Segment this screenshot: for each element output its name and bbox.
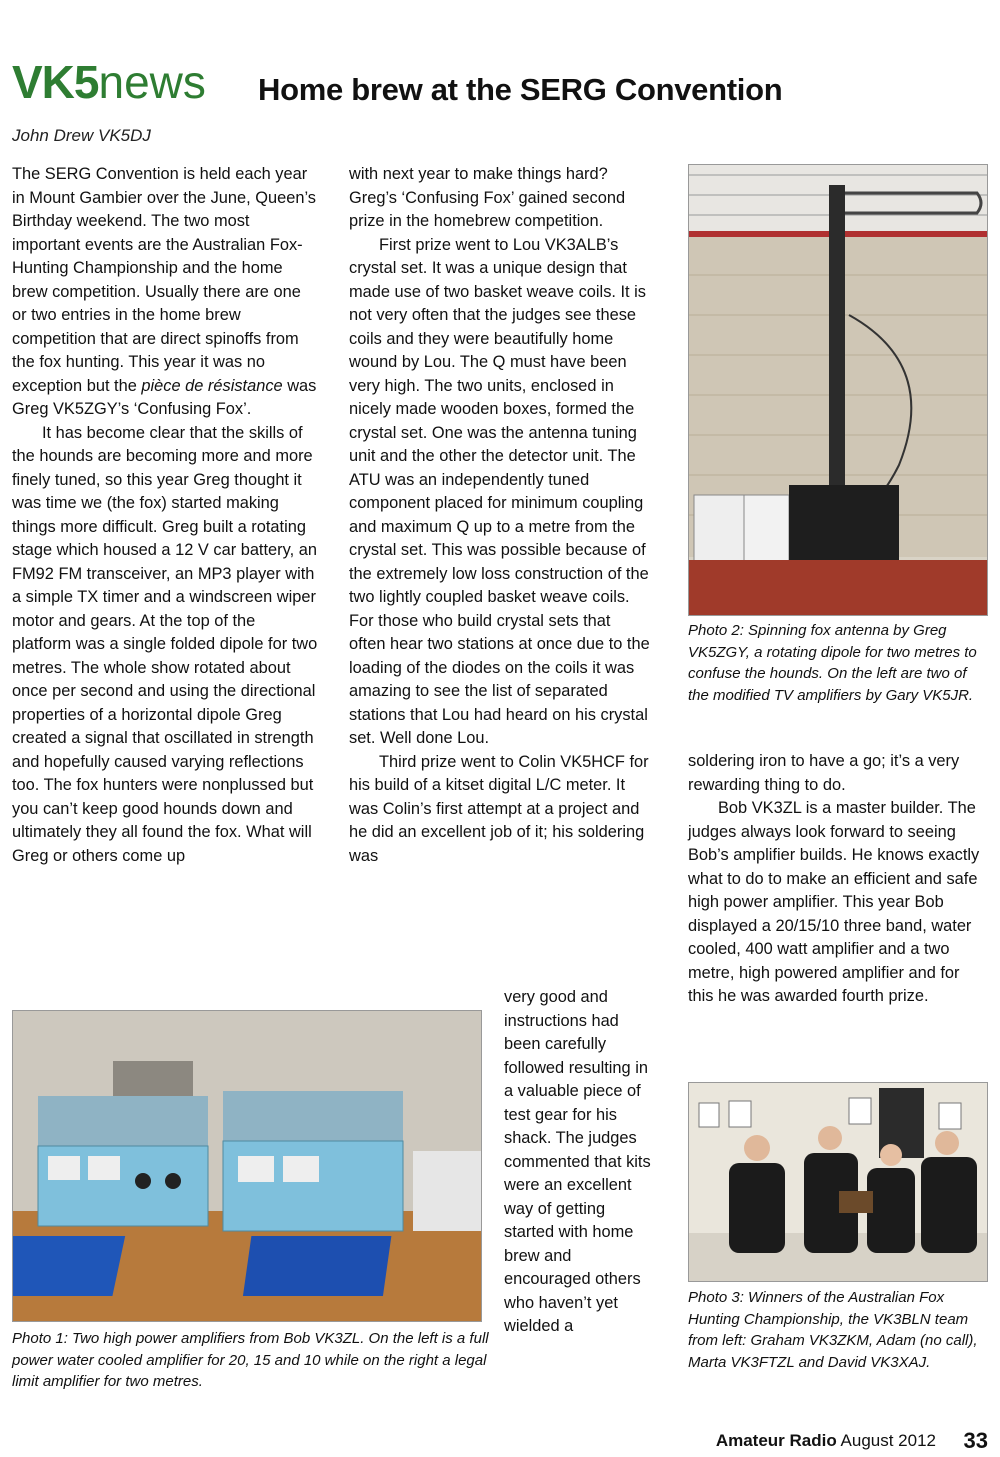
paragraph: soldering iron to have a go; it’s a very rewarding thing to do. (688, 752, 960, 794)
paragraph (12, 163, 318, 422)
article-author: John Drew VK5DJ (12, 126, 151, 145)
article-title: Home brew at the SERG Convention (258, 72, 783, 107)
photo-1 (12, 1010, 482, 1322)
text-span: The SERG Convention is held each year in Mount Gambier over the June, Queen’s Birthday weekend. The two most important events are the Australian Fox-Hunting Championship and the home brew competition. Usually there are one or two entries in the home brew competition that are direct spinoffs from the fox hunting. This year it was no exception but the (12, 165, 317, 395)
column-2-continued (504, 986, 654, 1339)
paragraph: Bob VK3ZL is a master builder. The judges always look forward to seeing Bob’s amplifier builds. He knows exactly what to do to make an efficient and safe high power amplifier. This year Bob displayed a 20/15/10 three band, water cooled, 400 watt amplifier and a two metre, high powered amplifier and for this he was awarded fourth prize. (688, 799, 980, 1005)
photo-2-illustration (689, 165, 987, 615)
magazine-name: Amateur Radio (715, 1431, 837, 1450)
paragraph: Third prize went to Colin VK5HCF for his build of a kitset digital L/C meter. It was Colin’s first attempt at a project and he did an excellent job of it; his soldering was (349, 752, 649, 865)
column-3 (688, 750, 986, 1009)
paragraph: with next year to make things hard? Greg’s ‘Confusing Fox’ gained second prize in the homebrew competition. (349, 165, 626, 230)
photo-1-illustration (13, 1011, 481, 1321)
paragraph: First prize went to Lou VK3ALB’s crystal set. It was a unique design that made use of two basket weave coils. It is not very often that the judges see these coils and they were beautifully home wound by Lou. The Q must have been very high. The two units, enclosed in nicely made wooden boxes, formed the crystal set. One was the antenna tuning unit and the other the detector unit. The ATU was an independently tuned component placed for minimum coupling and maximum Q up to a metre from the crystal set. This was possible because of the extremely low loss construction of the two lightly coupled basket weave coils. For those who build crystal sets that often hear two stations at once due to the loading of the diodes on the coils it was amazing to see the list of separated stations that Lou had heard on his crystal set. Well done Lou. (349, 235, 650, 747)
caption-photo-2: Photo 2: Spinning fox antenna by Greg VK5ZGY, a rotating dipole for two metres to confuse the hounds. On the left are two of the modified TV amplifiers by Gary VK5JR. (688, 622, 977, 704)
column-1 (12, 163, 318, 868)
photo-3-illustration (689, 1083, 987, 1281)
photo-2 (688, 164, 988, 616)
column-2 (349, 163, 651, 868)
brand-news: news (98, 56, 206, 108)
italic-phrase: pièce de résistance (141, 376, 283, 395)
issue-date: August 2012 (840, 1431, 936, 1450)
paragraph: very good and instructions had been carefully followed resulting in a valuable piece of test gear for his shack. The judges commented that kits were an excellent way of getting started with home brew and encouraged others who haven’t yet wielded a (504, 988, 651, 1335)
paragraph: It has become clear that the skills of the hounds are becoming more and more finely tuned, so this year Greg thought it was time we (the fox) started making things more difficult. Greg built a rotating stage which housed a 12 V car battery, an FM92 FM transceiver, an MP3 player with a simple TX timer and a windscreen wiper motor and gears. At the top of the platform was a single folded dipole for two metres. The whole show rotated about once per second and using the directional properties of a horizontal dipole Greg created a signal that oscillated in strength and hopefully caused varying reflections too. The fox hunters were nonplussed but you can’t keep good hounds down and ultimately they all found the fox. What will Greg or others come up (12, 423, 318, 865)
photo-3 (688, 1082, 988, 1282)
caption-photo-1: Photo 1: Two high power amplifiers from Bob VK3ZL. On the left is a full power water cooled amplifier for 20, 15 and 10 while on the right a legal limit amplifier for two metres. (12, 1330, 489, 1390)
brand-vk5: VK5 (12, 56, 99, 108)
section-brand (12, 56, 206, 108)
text-span: was Greg VK5ZGY’s ‘Confusing Fox’. (12, 376, 317, 418)
caption-photo-3: Photo 3: Winners of the Australian Fox Hunting Championship, the VK3BLN team from left: Graham VK3ZKM, Adam (no call), Marta VK3FTZL and David VK3XAJ. (688, 1289, 978, 1371)
footer-publication (716, 1431, 936, 1451)
page-number: 33 (963, 1428, 988, 1453)
